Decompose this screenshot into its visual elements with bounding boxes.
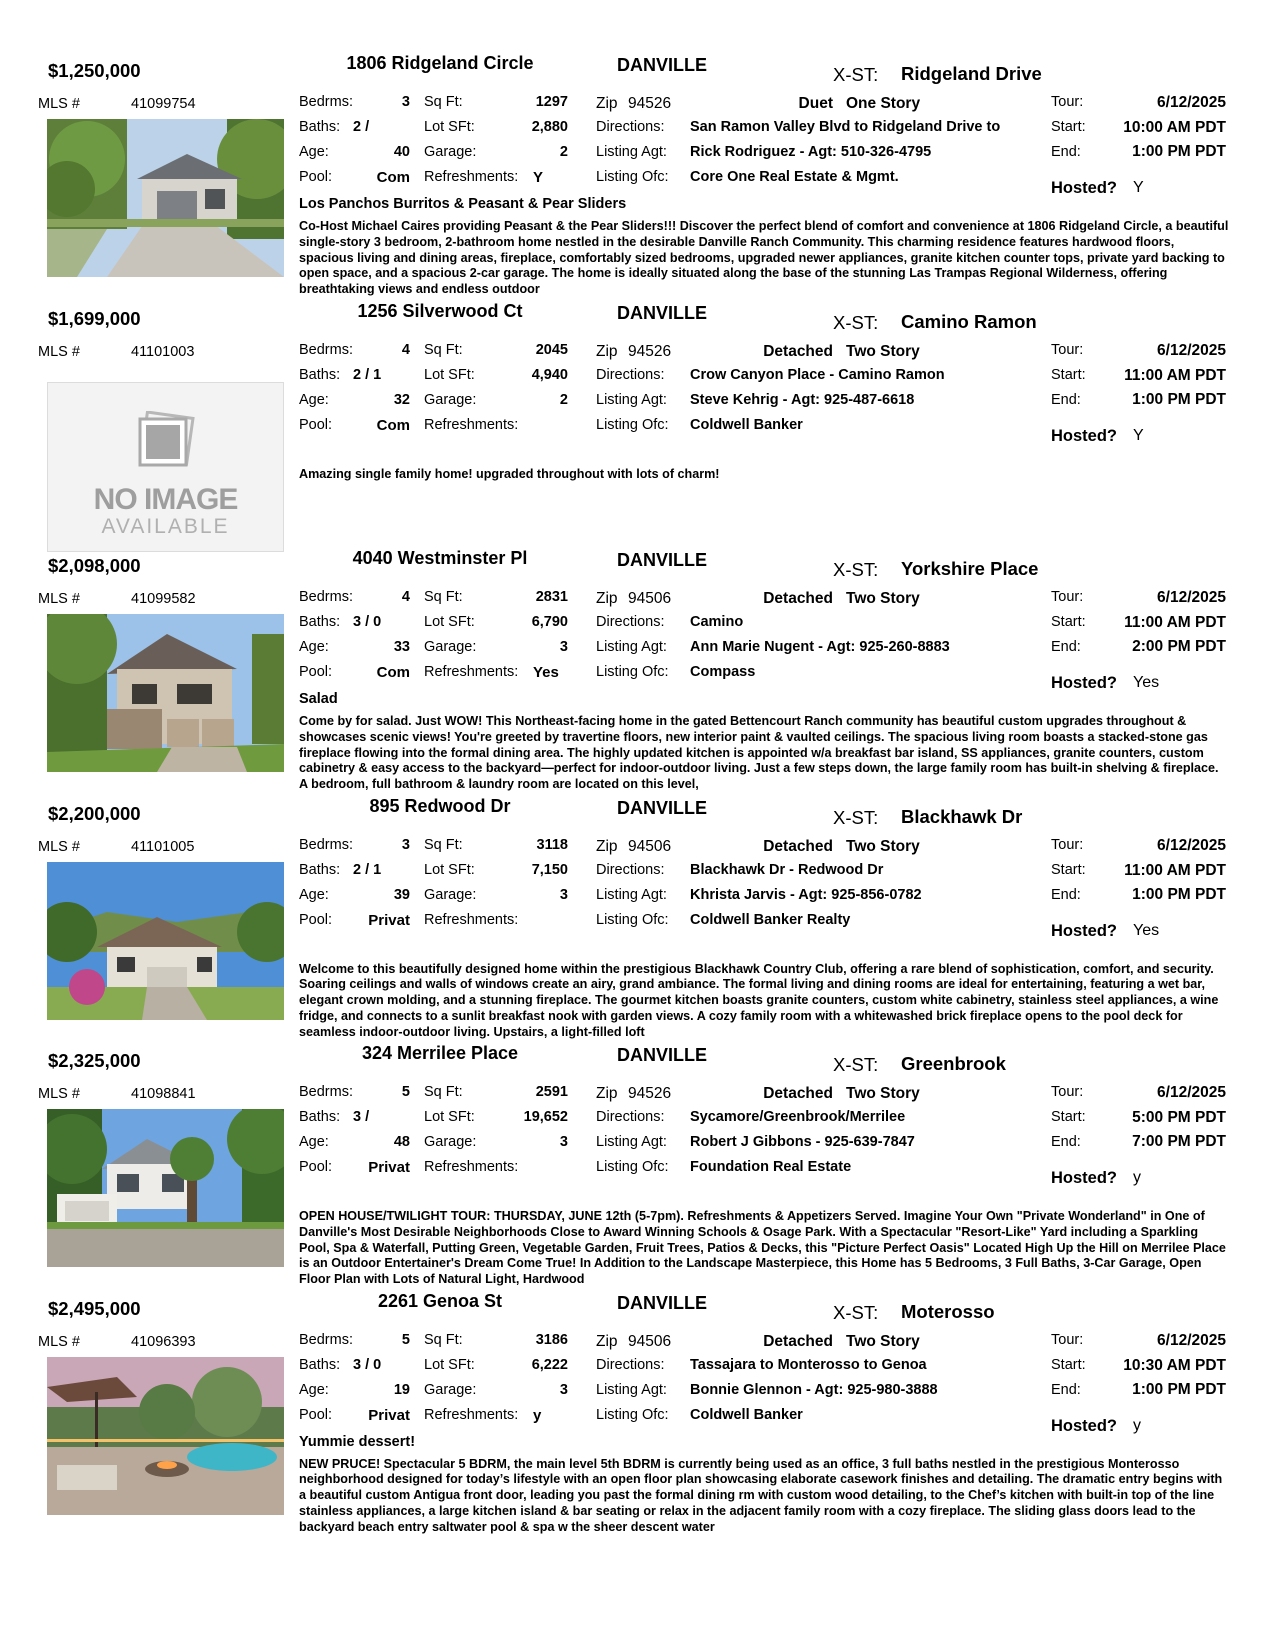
bedrooms-value: 3: [401, 94, 410, 110]
listing-agent-label: Listing Agt:: [596, 144, 667, 160]
tour-date: 6/12/2025: [1157, 836, 1226, 854]
mls-number: 41098841: [131, 1086, 196, 1102]
listing-description: Come by for salad. Just WOW! This Northeast-facing home in the gated Bettencourt Ranch community has beautiful custom upgrades throughout & showcases scenic views! You're greeted by travertine floors, new interior paint & vaulted ceilings. The spacious living room boasts a stacked-stone gas fireplace flowing into the formal dining area. The highly updated kitchen is appointed w/a breakfast bar island, SS appliances, granite counters, custom cabinetry & easy access to the backyard—perfect for indoor-outdoor living. Just a few steps down, the large family room has built-in shelving & fireplace. A bedroom, full bathroom & laundry room are located on this level,: [299, 714, 1219, 792]
listing-description: Welcome to this beautifully designed home within the prestigious Blackhawk Country Club, offering a rare blend of sophistication, comfort, and security. Soaring ceilings and walls of windows create an airy, grand ambiance. The formal living and dining rooms are ideal for entertaining, featuring a wet bar, elegant crown molding, and a stunning fireplace. The gourmet kitchen boasts granite counters, custom white cabinetry, stainless steel appliances, a wine fridge, and connects to a sunlit breakfast nook with garden views. A cozy family room with a whitewashed brick fireplace opens to the pool deck for seamless indoor-outdoor living. Upstairs, a light-filled loft: [299, 961, 1219, 1039]
pool-label: Pool:: [299, 911, 333, 928]
age-label: Age:: [299, 639, 329, 655]
listing-address: 1256 Silverwood Ct: [357, 300, 523, 321]
directions-label: Directions:: [596, 614, 665, 630]
directions-label: Directions:: [596, 366, 665, 383]
zip-label: Zip: [596, 342, 618, 360]
pool-label: Pool:: [299, 664, 333, 680]
hosted-label: Hosted?: [1051, 1416, 1117, 1435]
story-type: Two Story: [846, 837, 920, 855]
cross-street: Blackhawk Dr: [901, 805, 1023, 827]
directions-label: Directions:: [596, 861, 665, 878]
mls-label: MLS #: [38, 591, 80, 607]
garage-label: Garage:: [424, 391, 477, 408]
listing-description: Amazing single family home! upgraded throughout with lots of charm!: [299, 466, 720, 481]
directions-value: Crow Canyon Place - Camino Ramon: [690, 366, 945, 383]
age-value: 32: [393, 391, 410, 408]
end-label: End:: [1051, 1134, 1081, 1150]
tour-label: Tour:: [1051, 836, 1084, 853]
listing-agent: Steve Kehrig - Agt: 925-487-6618: [690, 391, 915, 408]
listing-office: Coldwell Banker: [690, 1406, 803, 1423]
bedrooms-label: Bedrms:: [299, 1084, 353, 1100]
garage-value: 2: [559, 391, 568, 408]
directions-value: Blackhawk Dr - Redwood Dr: [690, 861, 884, 878]
hosted-label: Hosted?: [1051, 1169, 1117, 1187]
sqft-value: 2591: [535, 1084, 568, 1100]
age-label: Age:: [299, 144, 329, 160]
bedrooms-label: Bedrms:: [299, 94, 353, 110]
listing-agent: Rick Rodriguez - Agt: 510-326-4795: [690, 144, 932, 160]
bedrooms-value: 5: [401, 1331, 410, 1348]
hosted-label: Hosted?: [1051, 921, 1117, 940]
zip-value: 94526: [628, 1085, 672, 1102]
end-label: End:: [1051, 391, 1081, 408]
directions-value: Tassajara to Monterosso to Genoa: [690, 1356, 927, 1373]
tour-label: Tour:: [1051, 341, 1084, 358]
start-time: 11:00 AM PDT: [1124, 366, 1226, 384]
tour-label: Tour:: [1051, 94, 1084, 110]
refreshments-label: Refreshments:: [424, 1159, 519, 1175]
story-type: Two Story: [846, 1085, 920, 1102]
listing-office-label: Listing Ofc:: [596, 1406, 669, 1423]
tour-date: 6/12/2025: [1157, 589, 1226, 606]
listing-card: [0, 990, 1275, 1287]
listing-city: DANVILLE: [617, 1292, 707, 1313]
garage-label: Garage:: [424, 144, 477, 160]
zip-label: Zip: [596, 1085, 618, 1102]
directions-label: Directions:: [596, 1356, 665, 1373]
start-time: 10:00 AM PDT: [1123, 119, 1226, 136]
story-type: One Story: [846, 95, 921, 112]
cross-street-label: X-ST:: [833, 806, 879, 828]
listing-address: 895 Redwood Dr: [369, 795, 511, 816]
listing-city: DANVILLE: [617, 55, 707, 75]
pool-value: Com: [376, 416, 410, 434]
bedrooms-value: 3: [401, 836, 410, 853]
bedrooms-value: 4: [401, 341, 410, 358]
age-value: 39: [393, 886, 410, 903]
sqft-label: Sq Ft:: [424, 1331, 463, 1348]
age-label: Age:: [299, 1134, 329, 1150]
listing-address: 4040 Westminster Pl: [352, 548, 528, 568]
listing-agent: Bonnie Glennon - Agt: 925-980-3888: [690, 1381, 938, 1398]
mls-number: 41096393: [131, 1333, 196, 1350]
zip-label: Zip: [596, 1332, 618, 1350]
hosted-value: Y: [1133, 426, 1144, 444]
garage-value: 2: [559, 144, 568, 160]
pool-value: Privat: [368, 911, 410, 929]
pool-value: Com: [376, 169, 410, 186]
lot-sqft-label: Lot SFt:: [424, 861, 475, 878]
listing-office-label: Listing Ofc:: [596, 664, 669, 680]
tour-date: 6/12/2025: [1157, 1084, 1226, 1101]
listing-office-label: Listing Ofc:: [596, 169, 669, 185]
listing-agent: Robert J Gibbons - 925-639-7847: [690, 1134, 915, 1150]
lot-sqft-value: 2,880: [531, 119, 568, 135]
zip-value: 94526: [628, 342, 672, 360]
listing-agent-label: Listing Agt:: [596, 886, 667, 903]
garage-label: Garage:: [424, 1381, 477, 1398]
age-label: Age:: [299, 391, 329, 408]
photo-stack-icon: [130, 411, 200, 471]
refreshments-value: Y: [533, 169, 544, 186]
garage-value: 3: [559, 1134, 568, 1150]
refreshments-value: y: [533, 1406, 542, 1424]
hosted-value: Yes: [1133, 921, 1160, 939]
hosted-label: Hosted?: [1051, 674, 1117, 692]
mls-number: 41099582: [131, 591, 196, 607]
available-text: AVAILABLE: [101, 514, 230, 538]
listing-office-label: Listing Ofc:: [596, 911, 669, 928]
mls-number: 41099754: [131, 96, 196, 112]
garage-label: Garage:: [424, 639, 477, 655]
listing-address: 2261 Genoa St: [377, 1290, 503, 1311]
end-time: 1:00 PM PDT: [1132, 390, 1226, 408]
zip-label: Zip: [596, 590, 618, 607]
hosted-label: Hosted?: [1051, 179, 1117, 197]
refreshments-label: Refreshments:: [424, 416, 519, 433]
start-label: Start:: [1051, 861, 1086, 878]
start-time: 11:00 AM PDT: [1124, 614, 1226, 631]
lot-sqft-value: 7,150: [531, 861, 568, 878]
zip-value: 94506: [628, 837, 672, 855]
sqft-value: 2045: [535, 341, 568, 358]
baths-label: Baths:: [299, 119, 341, 135]
garage-value: 3: [559, 1381, 568, 1398]
listing-agent: Ann Marie Nugent - Agt: 925-260-8883: [690, 639, 950, 655]
mls-label: MLS #: [38, 838, 80, 855]
listing-agent-label: Listing Agt:: [596, 1134, 667, 1150]
cross-street-label: X-ST:: [833, 311, 879, 333]
listing-card: [0, 743, 1275, 1039]
hosted-value: Yes: [1133, 674, 1160, 691]
garage-value: 3: [559, 639, 568, 655]
pool-label: Pool:: [299, 416, 333, 433]
cross-street-label: X-ST:: [833, 64, 879, 85]
bedrooms-label: Bedrms:: [299, 589, 353, 605]
start-label: Start:: [1051, 614, 1086, 630]
listing-office-label: Listing Ofc:: [596, 1159, 669, 1175]
lot-sqft-label: Lot SFt:: [424, 366, 475, 383]
zip-value: 94526: [628, 95, 672, 112]
sqft-value: 2831: [535, 589, 568, 605]
property-photo: [47, 1357, 284, 1515]
baths-label: Baths:: [299, 1109, 341, 1125]
listing-note: Salad: [299, 691, 338, 707]
listing-card: [0, 0, 1275, 297]
garage-value: 3: [559, 886, 568, 903]
end-time: 7:00 PM PDT: [1132, 1133, 1226, 1150]
baths-label: Baths:: [299, 614, 341, 630]
story-type: Two Story: [846, 590, 920, 607]
cross-street-label: X-ST:: [833, 559, 879, 580]
start-label: Start:: [1051, 1356, 1086, 1373]
story-type: Two Story: [846, 1332, 920, 1350]
hosted-value: y: [1133, 1416, 1141, 1434]
refreshments-value: Yes: [533, 664, 559, 681]
listing-city: DANVILLE: [617, 302, 707, 323]
sqft-label: Sq Ft:: [424, 836, 463, 853]
listing-price: $2,495,000: [48, 1297, 141, 1319]
listing-address: 1806 Ridgeland Circle: [346, 53, 534, 73]
property-type: Detached: [763, 837, 833, 855]
start-label: Start:: [1051, 1109, 1086, 1125]
listing-agent-label: Listing Agt:: [596, 1381, 667, 1398]
baths-value: 3 / 0: [353, 614, 382, 630]
refreshments-label: Refreshments:: [424, 664, 519, 680]
lot-sqft-value: 4,940: [531, 366, 568, 383]
zip-value: 94506: [628, 590, 672, 607]
bedrooms-label: Bedrms:: [299, 341, 353, 358]
mls-label: MLS #: [38, 1333, 80, 1350]
listing-office: Coldwell Banker: [690, 416, 803, 433]
listing-description: OPEN HOUSE/TWILIGHT TOUR: THURSDAY, JUNE 12th (5-7pm). Refreshments & Appetizers Served. Imagine Your Own "Private Wonderland" in One of Danville's Most Desirable Neighborhoods Close to Award Winning Schools & Osage Park. With a Spectacular "Resort-Like" Yard including a Sparkling Pool, Spa & Waterfall, Putting Green, Vegetable Garden, Fruit Trees, Patios & Decks, this "Picture Perfect Oasis" Located High Up the Hill on Merrilee Place is an Outdoor Entertainer's Dream Come True! In Addition to the Landscape Masterpiece, this Home has 5 Bedrooms, 3 Full Baths, 3-Car Garage, Open Floor Plan with Lots of Natural Light, Hardwood: [299, 1209, 1226, 1287]
listing-description: Co-Host Michael Caires providing Peasant & the Pear Sliders!!! Discover the perfect blend of comfort and convenience at 1806 Ridgeland Circle, a beautiful single-story 3 bedroom, 2-bathroom home nestled in the desirable Danville Ranch Community. This charming residence features hardwood floors, spacious living and dining areas, fireplace, comfortably sized bedrooms, upgraded newer appliances, granite kitchen counter tops, private yard backing to open space, and a spacious 2-car garage. The home is ideally situated along the base of the stunning Las Trampas Regional Wilderness, offering breathtaking views and endless outdoor: [299, 219, 1229, 297]
tour-date: 6/12/2025: [1157, 1331, 1226, 1349]
end-time: 2:00 PM PDT: [1132, 638, 1226, 655]
lot-sqft-value: 19,652: [523, 1109, 568, 1125]
tour-label: Tour:: [1051, 589, 1084, 605]
listing-agent: Khrista Jarvis - Agt: 925-856-0782: [690, 886, 922, 903]
property-type: Detached: [763, 1085, 833, 1102]
age-value: 19: [393, 1381, 410, 1398]
baths-value: 2 /: [353, 119, 370, 135]
directions-value: Camino: [690, 614, 744, 630]
age-value: 48: [393, 1134, 410, 1150]
pool-value: Privat: [368, 1159, 410, 1176]
hosted-value: Y: [1133, 179, 1144, 196]
mls-label: MLS #: [38, 343, 80, 360]
hosted-label: Hosted?: [1051, 426, 1117, 445]
listing-office: Coldwell Banker Realty: [690, 911, 851, 928]
mls-number: 41101005: [131, 838, 195, 855]
baths-label: Baths:: [299, 1356, 341, 1373]
listing-office: Compass: [690, 664, 756, 680]
directions-label: Directions:: [596, 1109, 665, 1125]
lot-sqft-label: Lot SFt:: [424, 119, 475, 135]
zip-label: Zip: [596, 837, 618, 855]
listing-price: $1,250,000: [48, 60, 141, 81]
baths-label: Baths:: [299, 366, 341, 383]
end-time: 1:00 PM PDT: [1132, 1380, 1226, 1398]
garage-label: Garage:: [424, 1134, 477, 1150]
listing-city: DANVILLE: [617, 550, 707, 570]
start-label: Start:: [1051, 366, 1086, 383]
listing-price: $2,200,000: [48, 802, 141, 824]
hosted-value: y: [1133, 1169, 1141, 1186]
sqft-value: 3118: [536, 836, 568, 853]
garage-label: Garage:: [424, 886, 477, 903]
property-type: Detached: [763, 342, 833, 360]
sqft-value: 3186: [535, 1331, 568, 1348]
cross-street: Moterosso: [901, 1300, 995, 1322]
mls-label: MLS #: [38, 96, 80, 112]
directions-value: San Ramon Valley Blvd to Ridgeland Drive to: [690, 119, 1001, 135]
listing-card: [0, 248, 1275, 538]
mls-number: 41101003: [131, 343, 195, 360]
baths-value: 3 /: [353, 1109, 370, 1125]
pool-label: Pool:: [299, 1406, 333, 1423]
lot-sqft-label: Lot SFt:: [424, 614, 475, 630]
bedrooms-value: 4: [401, 589, 410, 605]
sqft-label: Sq Ft:: [424, 94, 463, 110]
end-label: End:: [1051, 886, 1081, 903]
zip-value: 94506: [628, 1332, 672, 1350]
age-label: Age:: [299, 1381, 329, 1398]
end-label: End:: [1051, 144, 1081, 160]
listing-card: [0, 495, 1275, 792]
refreshments-label: Refreshments:: [424, 1406, 519, 1423]
start-time: 11:00 AM PDT: [1124, 861, 1226, 879]
cross-street-label: X-ST:: [833, 1054, 879, 1075]
cross-street-label: X-ST:: [833, 1301, 879, 1323]
listing-price: $2,098,000: [48, 555, 141, 576]
age-label: Age:: [299, 886, 329, 903]
listing-agent-label: Listing Agt:: [596, 391, 667, 408]
bedrooms-value: 5: [401, 1084, 410, 1100]
pool-label: Pool:: [299, 169, 333, 185]
baths-value: 2 / 1: [353, 366, 382, 383]
end-time: 1:00 PM PDT: [1132, 143, 1226, 160]
listing-note: Los Panchos Burritos & Peasant & Pear Sliders: [299, 196, 627, 212]
lot-sqft-value: 6,222: [531, 1356, 568, 1373]
listing-note: Yummie dessert!: [299, 1433, 416, 1450]
lot-sqft-value: 6,790: [531, 614, 568, 630]
listing-office-label: Listing Ofc:: [596, 416, 669, 433]
directions-label: Directions:: [596, 119, 665, 135]
lot-sqft-label: Lot SFt:: [424, 1109, 475, 1125]
sqft-value: 1297: [535, 94, 568, 110]
listing-address: 324 Merrilee Place: [361, 1043, 519, 1063]
sqft-label: Sq Ft:: [424, 1084, 463, 1100]
no-image-text: NO IMAGE: [93, 482, 238, 516]
tour-label: Tour:: [1051, 1084, 1084, 1100]
end-label: End:: [1051, 639, 1081, 655]
listing-description: NEW PRUCE! Spectacular 5 BDRM, the main level 5th BDRM is currently being used as an office, 3 full baths nestled in the prestigious Monterosso neighborhood designed for today’s lifestyle with an open floor plan showcasing elaborate casework finishes and detailing. The dramatic entry begins with a beautiful custom Antigua front door, leading you past the formal dining rm with custom wood detailing, to the Chef’s kitchen with built-in top of the line stainless appliances, a large kitchen island & bar seating or relax in the adjacent family room with a cozy fireplace. The sliding glass doors lead to the backyard beach entry saltwater pool & spa w the sheer descent water: [299, 1456, 1223, 1534]
start-time: 5:00 PM PDT: [1132, 1109, 1226, 1126]
tour-date: 6/12/2025: [1157, 341, 1226, 359]
start-label: Start:: [1051, 119, 1086, 135]
pool-value: Com: [376, 664, 410, 681]
baths-value: 2 / 1: [353, 861, 382, 878]
sqft-label: Sq Ft:: [424, 341, 463, 358]
property-type: Detached: [763, 590, 833, 607]
listing-city: DANVILLE: [617, 1045, 707, 1065]
cross-street: Greenbrook: [901, 1053, 1006, 1074]
cross-street: Camino Ramon: [901, 310, 1037, 332]
story-type: Two Story: [846, 342, 920, 360]
cross-street: Yorkshire Place: [901, 558, 1039, 579]
bedrooms-label: Bedrms:: [299, 1331, 353, 1348]
lot-sqft-label: Lot SFt:: [424, 1356, 475, 1373]
start-time: 10:30 AM PDT: [1123, 1356, 1226, 1374]
age-value: 33: [393, 639, 410, 655]
listing-price: $2,325,000: [48, 1050, 141, 1071]
property-type: Detached: [763, 1332, 833, 1350]
pool-label: Pool:: [299, 1159, 333, 1175]
baths-label: Baths:: [299, 861, 341, 878]
directions-value: Sycamore/Greenbrook/Merrilee: [690, 1109, 906, 1125]
listing-price: $1,699,000: [48, 307, 141, 329]
tour-label: Tour:: [1051, 1331, 1084, 1348]
listing-city: DANVILLE: [617, 797, 707, 818]
end-label: End:: [1051, 1381, 1081, 1398]
zip-label: Zip: [596, 95, 618, 112]
listing-office: Core One Real Estate & Mgmt.: [690, 169, 899, 185]
listing-office: Foundation Real Estate: [690, 1159, 852, 1175]
pool-value: Privat: [368, 1406, 410, 1424]
refreshments-label: Refreshments:: [424, 911, 519, 928]
refreshments-label: Refreshments:: [424, 169, 519, 185]
listing-agent-label: Listing Agt:: [596, 639, 667, 655]
tour-date: 6/12/2025: [1157, 94, 1226, 111]
cross-street: Ridgeland Drive: [901, 63, 1042, 84]
property-type: Duet: [798, 95, 833, 112]
end-time: 1:00 PM PDT: [1132, 885, 1226, 903]
baths-value: 3 / 0: [353, 1356, 382, 1373]
sqft-label: Sq Ft:: [424, 589, 463, 605]
bedrooms-label: Bedrms:: [299, 836, 353, 853]
listing-card: [0, 1238, 1275, 1534]
age-value: 40: [393, 144, 410, 160]
mls-label: MLS #: [38, 1086, 80, 1102]
